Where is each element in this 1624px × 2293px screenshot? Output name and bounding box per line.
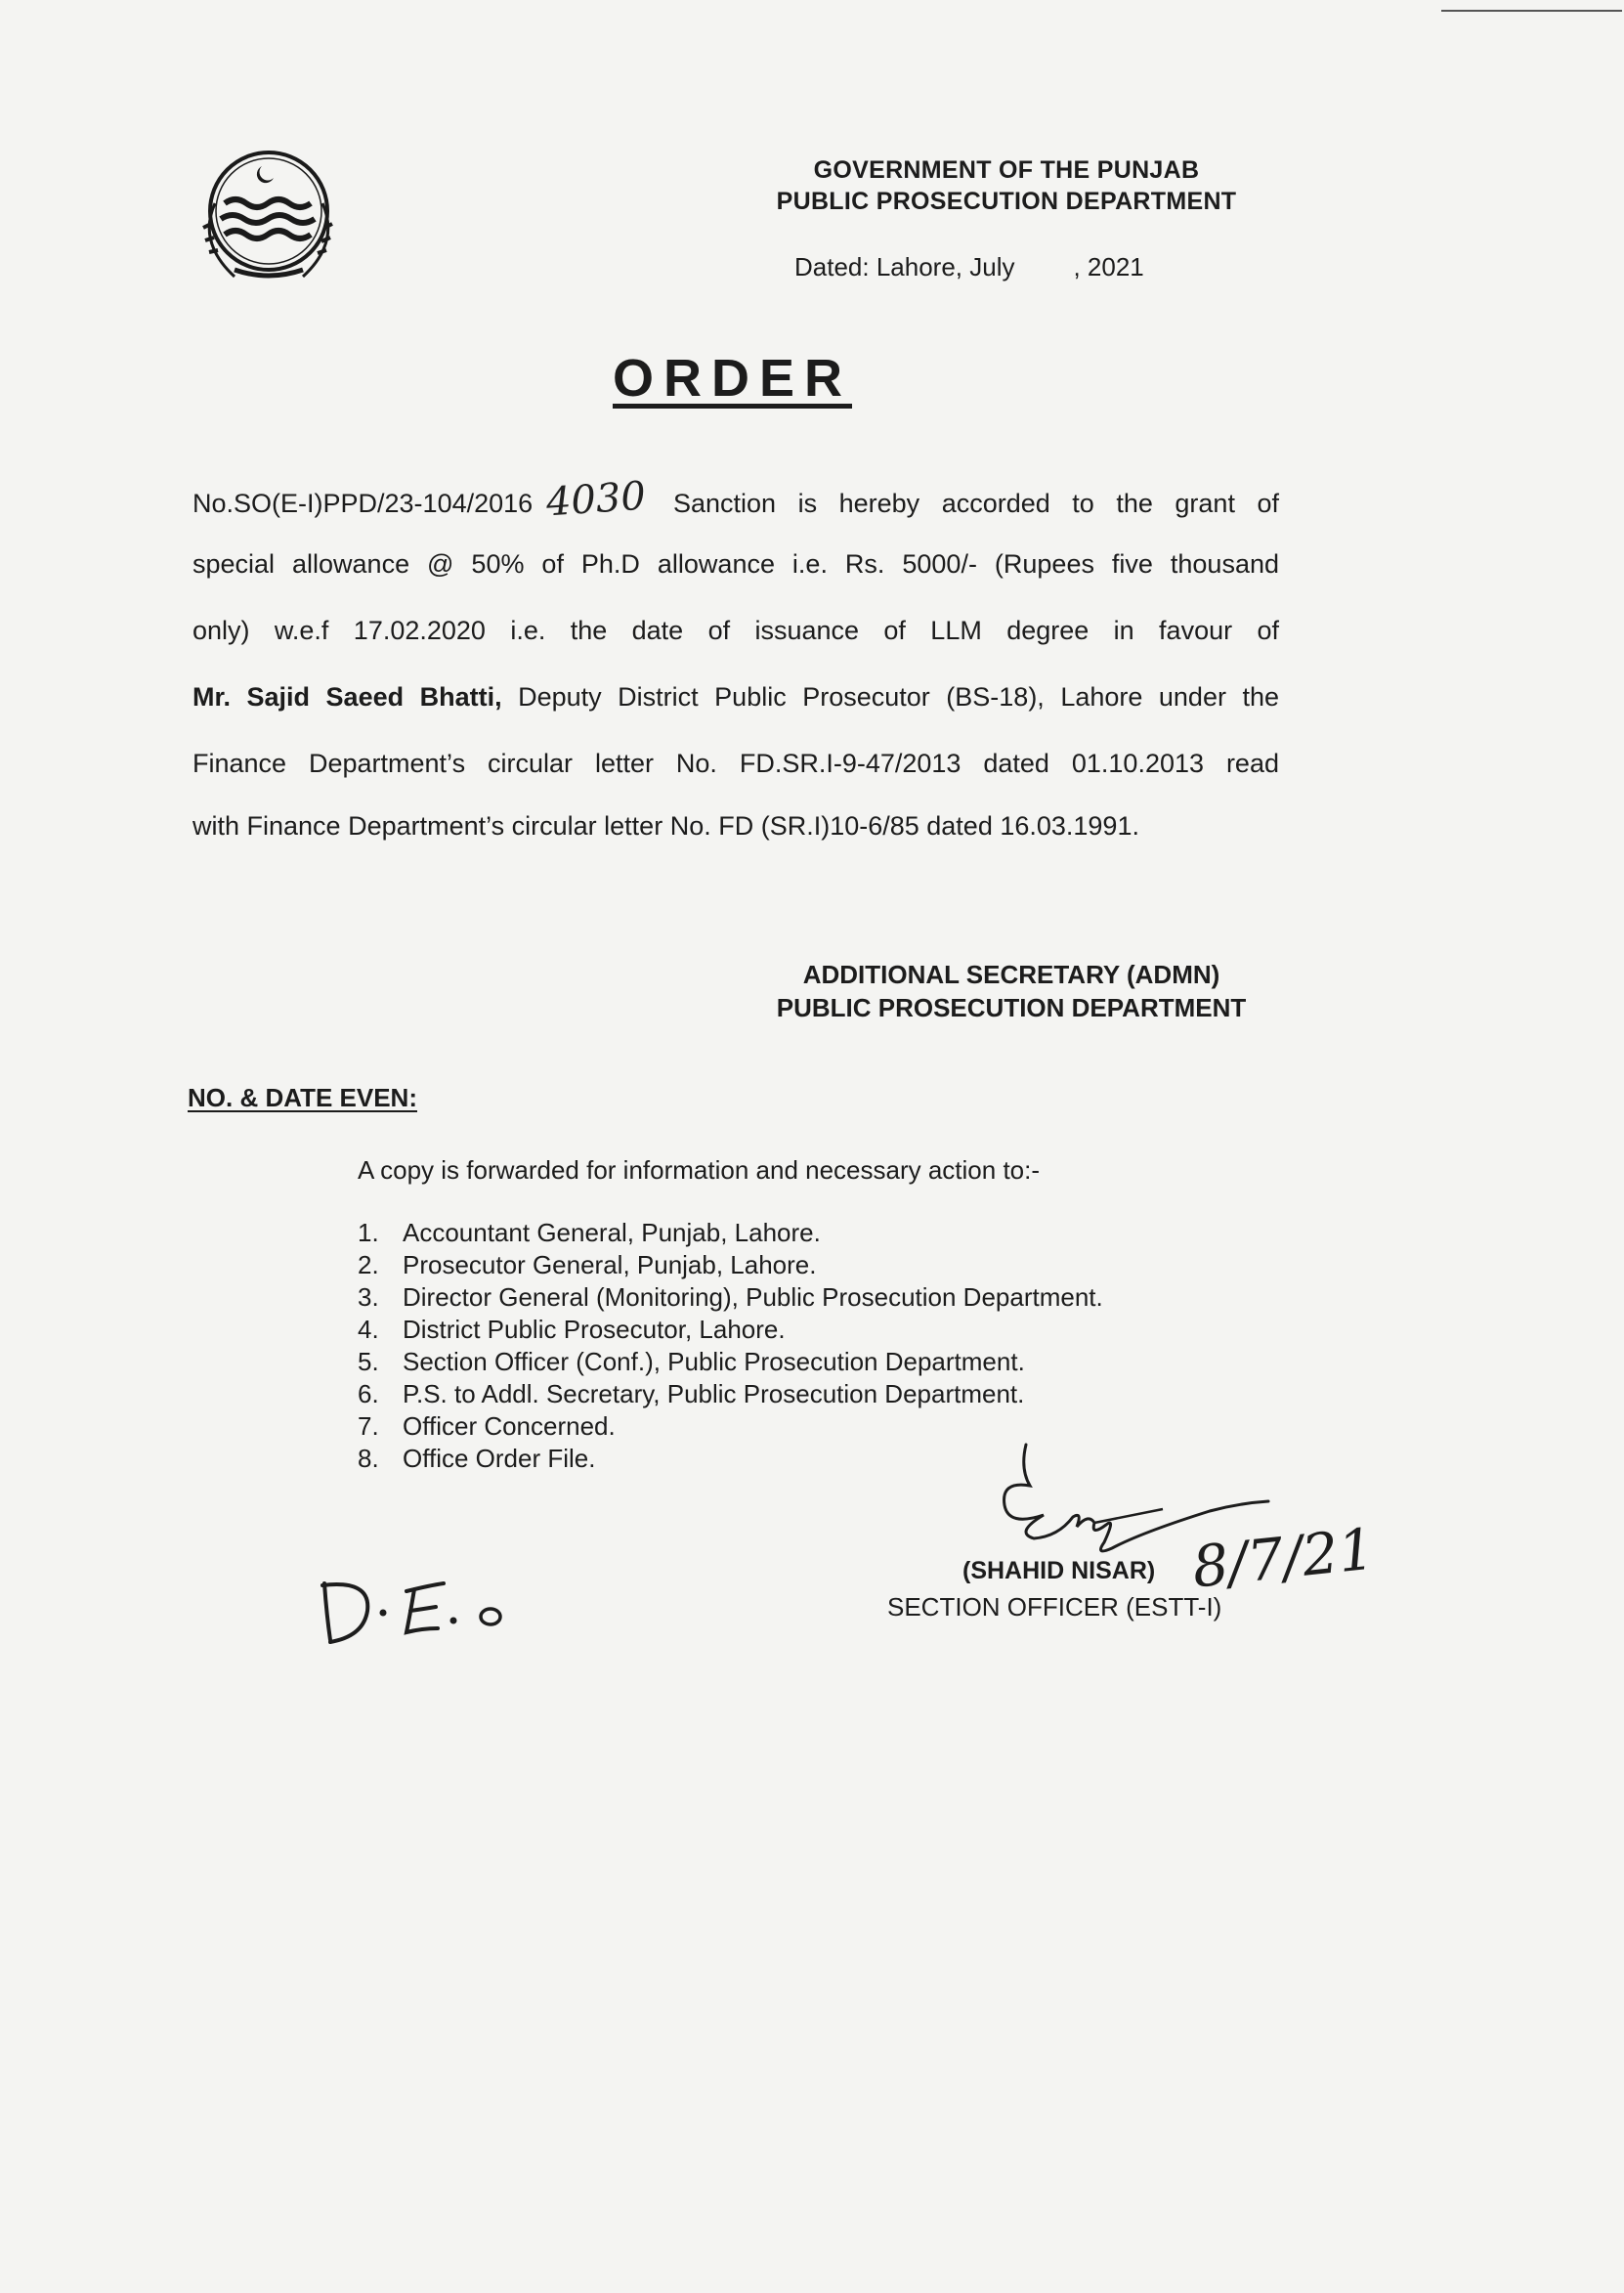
handwritten-deo-note [313,1564,518,1652]
order-text-1: Sanction is hereby accorded to the grant of [672,489,1279,518]
forward-text: A copy is forwarded for information and necessary action to:- [358,1155,1041,1185]
order-text-4: Deputy District Public Prosecutor (BS-18), Lahore under the [518,682,1279,712]
punjab-government-emblem-icon [186,145,352,291]
order-line-5: Finance Department’s circular letter No. FD.SR.I-9-47/2013 dated 01.10.2013 read [192,749,1279,778]
list-item: 8. Office Order File. [358,1444,596,1473]
handwritten-date: 8/7/21 [1188,1515,1378,1601]
even-label: NO. & DATE EVEN: [188,1083,417,1112]
list-item: 7. Officer Concerned. [358,1411,616,1441]
signer-name: (SHAHID NISAR) [962,1557,1156,1584]
date-line [794,252,1144,282]
list-item: 4. District Public Prosecutor, Lahore. [358,1315,786,1344]
order-line-6: with Finance Department’s circular letter No. FD (SR.I)10-6/85 dated 16.03.1991. [192,811,1139,841]
order-line-2: special allowance @ 50% of Ph.D allowance i.e. Rs. 5000/- (Rupees five thousand [192,549,1279,579]
order-line-1 [192,473,1279,526]
officer-name: Mr. Sajid Saeed Bhatti, [192,682,502,712]
government-heading: GOVERNMENT OF THE PUNJAB [813,156,1200,184]
list-item: 6. P.S. to Addl. Secretary, Public Prosecution Department. [358,1379,1025,1408]
department-heading: PUBLIC PROSECUTION DEPARTMENT [776,188,1237,215]
list-item: 5. Section Officer (Conf.), Public Prosecution Department. [358,1347,1025,1376]
handwritten-number: 4030 [544,473,648,526]
scan-edge-line [1441,10,1622,12]
order-number: No.SO(E-I)PPD/23-104/2016 [192,489,534,518]
order-line-3: only) w.e.f 17.02.2020 i.e. the date of issuance of LLM degree in favour of [192,616,1279,645]
list-item: 3. Director General (Monitoring), Public Prosecution Department. [358,1282,1103,1312]
signer-title: SECTION OFFICER (ESTT-I) [887,1592,1222,1622]
order-title: ORDER [613,349,853,408]
list-item: 2. Prosecutor General, Punjab, Lahore. [358,1250,817,1279]
authority-designation: ADDITIONAL SECRETARY (ADMN) [802,960,1220,989]
date-prefix: Dated: Lahore, July [794,252,1015,281]
order-line-4 [192,682,1279,713]
authority-department: PUBLIC PROSECUTION DEPARTMENT [776,993,1247,1022]
list-item: 1. Accountant General, Punjab, Lahore. [358,1218,821,1247]
date-year: , 2021 [1073,252,1144,281]
